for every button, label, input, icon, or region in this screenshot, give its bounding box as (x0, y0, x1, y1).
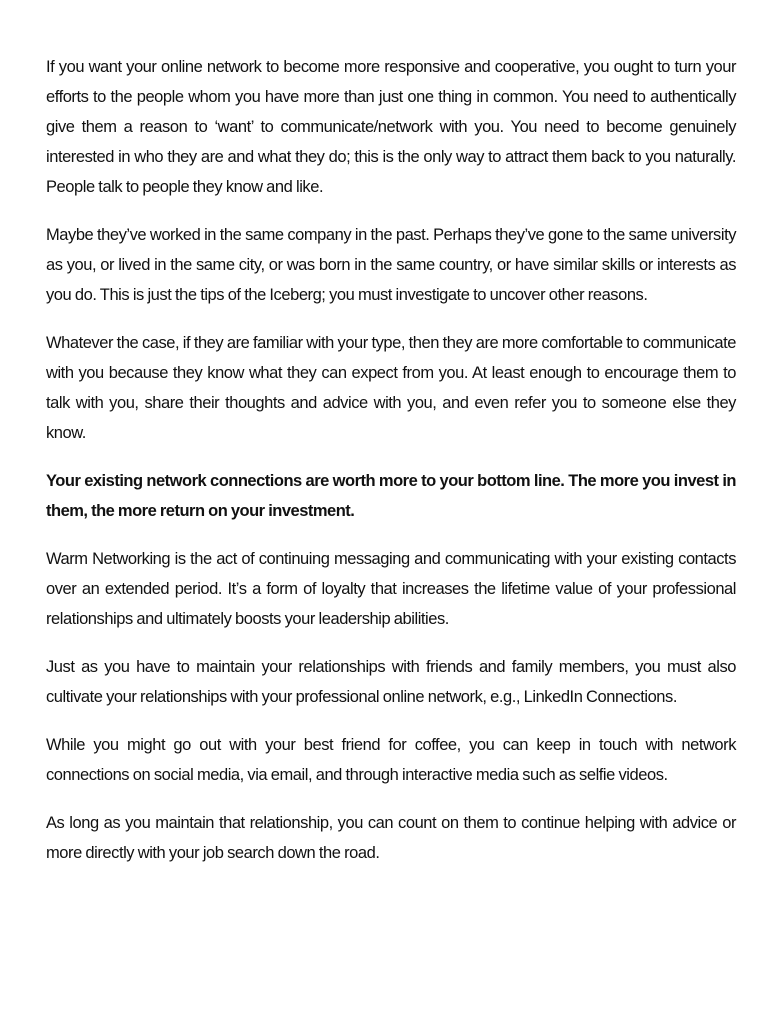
paragraph-count-on-them: As long as you maintain that relationship, you can count on them to continue helping with advice or more directly with your job search down the road. (46, 814, 736, 862)
paragraph-maintain-relationships: Just as you have to maintain your relationships with friends and family members, you must also cultivate your relationships with your professional online network, e.g., LinkedIn Connections. (46, 658, 736, 706)
document-page (46, 52, 736, 886)
paragraph-keep-in-touch: While you might go out with your best friend for coffee, you can keep in touch with network connections on social media, via email, and through interactive media such as selfie videos. (46, 736, 736, 784)
paragraph-shared-background: Maybe they’ve worked in the same company in the past. Perhaps they’ve gone to the same university as you, or lived in the same city, or was born in the same country, or have similar skills or interests as you do. This is just the tips of the Iceberg; you must investigate to uncover other reasons. (46, 226, 736, 304)
paragraph-key-takeaway: Your existing network connections are worth more to your bottom line. The more you invest in them, the more return on your investment. (46, 472, 736, 520)
paragraph-common-ground: If you want your online network to become more responsive and cooperative, you ought to turn your efforts to the people whom you have more than just one thing in common. You need to authentically give them a reason to ‘want’ to communicate/network with you. You need to become genuinely interested in who they are and what they do; this is the only way to attract them back to you naturally. People talk to people they know and like. (46, 58, 736, 196)
paragraph-familiarity: Whatever the case, if they are familiar with your type, then they are more comfortable to communicate with you because they know what they can expect from you. At least enough to encourage them to talk with you, share their thoughts and advice with you, and even refer you to someone else they know. (46, 334, 736, 442)
paragraph-warm-networking: Warm Networking is the act of continuing messaging and communicating with your existing contacts over an extended period. It’s a form of loyalty that increases the lifetime value of your professional relationships and ultimately boosts your leadership abilities. (46, 550, 736, 628)
